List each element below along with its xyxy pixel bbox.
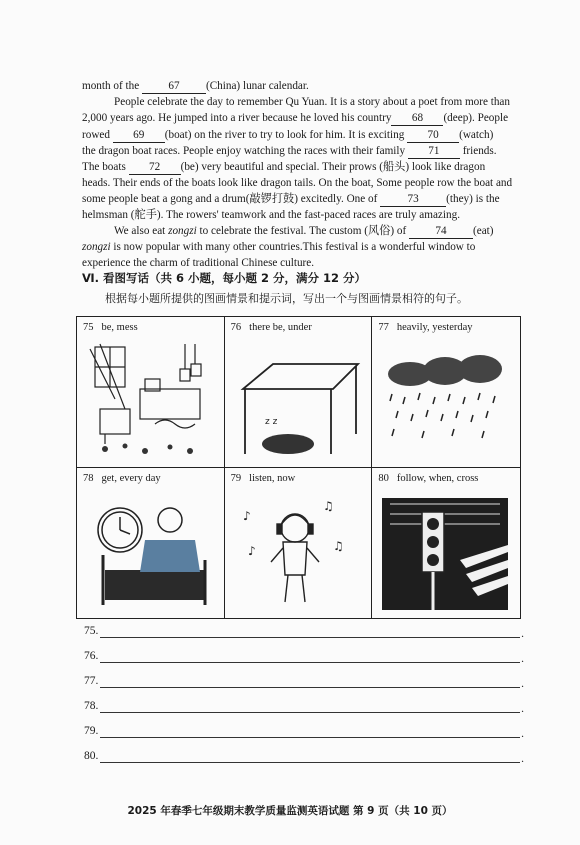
- question-number: 79: [230, 472, 242, 484]
- answer-blank-69: 69: [113, 129, 165, 143]
- answer-blank-71: 71: [408, 145, 460, 159]
- answer-line-75[interactable]: 75. .: [84, 625, 524, 640]
- hint-words: follow, when, cross: [396, 472, 479, 484]
- answer-blank-74: 74: [409, 225, 473, 239]
- traffic-light-illustration: [380, 490, 510, 615]
- passage-line-9: helmsman (舵手). The rowers' teamwork and the fast-paced races are truly amazing.: [82, 209, 460, 221]
- question-number: 77: [378, 322, 389, 333]
- page-footer: 2025 年春季七年级期末教学质量监测英语试题 第 9 页（共 10 页）: [127, 805, 453, 817]
- boy-listening-music-illustration: [233, 490, 363, 610]
- question-number: 76: [230, 322, 242, 333]
- passage-line-8: some people beat a gong and a drum(敲锣打鼓) excitedly. One of 73 (they) is the: [82, 193, 500, 205]
- passage-line-4: rowed 69 (boat) on the river to try to look for him. It is exciting 70 (watch): [82, 129, 494, 141]
- answer-blank-72: 72: [129, 161, 181, 175]
- svg-text:♪: ♪: [242, 508, 251, 523]
- picture-cell-79: [225, 468, 373, 619]
- hint-words: heavily, yesterday: [396, 322, 473, 333]
- picture-grid: [76, 316, 521, 619]
- hint-words: listen, now: [249, 472, 296, 484]
- hint-words: get, every day: [101, 472, 161, 484]
- passage-line-12: experience the charm of traditional Chinese culture.: [82, 257, 315, 269]
- passage-line-2: People celebrate the day to remember Qu Yuan. It is a story about a poet from more than: [114, 96, 510, 108]
- passage-line-3: 2,000 years ago. He jumped into a river because he loved his country 68 (deep). People: [82, 112, 509, 124]
- answer-blank-67: 67: [142, 80, 206, 94]
- passage-line-11: zongzi is now popular with many other countries.This festival is a wonderful window to: [82, 241, 476, 253]
- answer-blank-70: 70: [407, 129, 459, 143]
- passage-line-10: We also eat zongzi to celebrate the festival. The custom (风俗) of 74 (eat): [114, 225, 494, 237]
- boy-waking-up-illustration: [85, 490, 220, 610]
- passage-line-1: month of the 67 (China) lunar calendar.: [82, 80, 309, 92]
- svg-text:♫: ♫: [332, 538, 344, 553]
- svg-text:♪: ♪: [247, 543, 256, 558]
- question-number: 78: [83, 472, 94, 484]
- svg-text:z z: z z: [264, 417, 277, 427]
- answer-line-78[interactable]: 78. .: [84, 700, 524, 715]
- passage-line-5: the dragon boat races. People enjoy watching the races with their family 71 friends.: [82, 145, 497, 157]
- section-header: Ⅵ. 看图写话（共 6 小题，每小题 2 分，满分 12 分）: [82, 271, 367, 285]
- messy-room-illustration: [85, 339, 215, 459]
- picture-cell-75: [77, 317, 225, 468]
- answer-line-80[interactable]: 80. .: [84, 750, 524, 765]
- answer-line-79[interactable]: 79. .: [84, 725, 524, 740]
- picture-cell-80: [372, 468, 520, 619]
- picture-cell-77: [372, 317, 520, 468]
- hint-words: be, mess: [101, 322, 138, 333]
- question-number: 80: [378, 472, 389, 484]
- question-number: 75: [83, 322, 94, 333]
- answer-blank-68: 68: [391, 112, 443, 126]
- heavy-rain-illustration: [380, 339, 510, 459]
- passage-line-7: heads. Their ends of the boats look like dragon tails. On the boat, Some people row the boat and: [82, 177, 513, 189]
- answer-line-77[interactable]: 77. .: [84, 675, 524, 690]
- picture-cell-78: [77, 468, 225, 619]
- hint-words: there be, under: [249, 322, 312, 333]
- cat-under-table-illustration: [233, 339, 363, 459]
- picture-cell-76: [225, 317, 373, 468]
- answer-blank-73: 73: [380, 193, 446, 207]
- answer-line-76[interactable]: 76. .: [84, 650, 524, 665]
- section-instruction: 根据每小题所提供的图画情景和提示词，写出一个与图画情景相符的句子。: [105, 292, 468, 305]
- svg-text:♫: ♫: [322, 498, 334, 513]
- passage-line-6: The boats 72 (be) very beautiful and special. Their prows (船头) look like dragon: [82, 161, 486, 173]
